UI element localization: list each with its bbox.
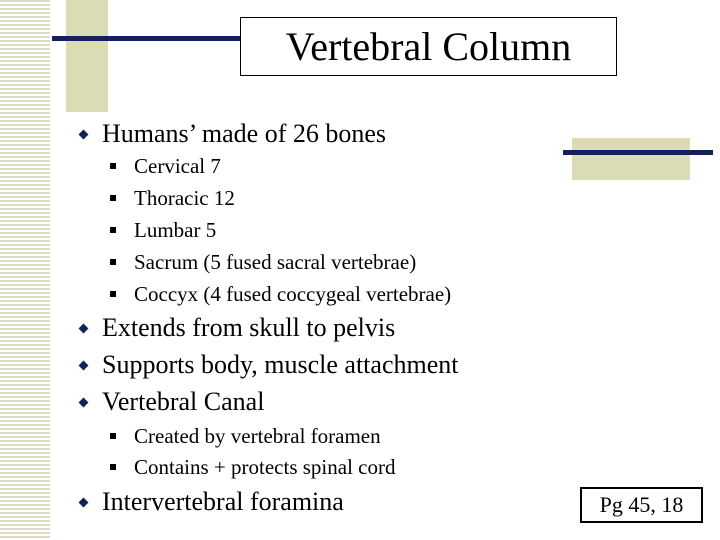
sub-bullet-text: Thoracic 12 — [134, 185, 235, 210]
bullet-item — [80, 117, 386, 151]
diamond-bullet-icon — [79, 360, 89, 370]
sub-bullet-item — [110, 452, 395, 482]
bullet-item — [80, 311, 395, 345]
square-bullet-icon — [110, 259, 116, 265]
decorative-navy-bar-right — [563, 150, 713, 155]
bullet-text: Vertebral Canal — [102, 387, 265, 416]
square-bullet-icon — [110, 195, 116, 201]
diamond-bullet-icon — [79, 497, 89, 507]
page-reference: Pg 45, 18 — [599, 492, 684, 517]
bullet-text: Supports body, muscle attachment — [102, 350, 459, 379]
decorative-tan-block-right — [572, 138, 690, 180]
square-bullet-icon — [110, 464, 116, 470]
bullet-item — [80, 485, 344, 519]
sub-bullet-item — [110, 421, 381, 451]
diamond-bullet-icon — [79, 129, 89, 139]
sub-bullet-item — [110, 247, 416, 277]
square-bullet-icon — [110, 291, 116, 297]
diamond-bullet-icon — [79, 323, 89, 333]
sub-bullet-text: Sacrum (5 fused sacral vertebrae) — [134, 249, 417, 274]
sub-bullet-text: Cervical 7 — [134, 153, 221, 178]
slide-title-box — [240, 17, 617, 76]
bullet-item — [80, 348, 458, 382]
bullet-text: Humans’ made of 26 bones — [102, 119, 387, 148]
sub-bullet-item — [110, 279, 451, 309]
square-bullet-icon — [110, 163, 116, 169]
sub-bullet-item — [110, 183, 235, 213]
sub-bullet-text: Lumbar 5 — [134, 217, 217, 242]
decorative-tan-block-top — [66, 0, 108, 112]
decorative-navy-bar-top — [52, 36, 242, 41]
bullet-text: Extends from skull to pelvis — [102, 313, 396, 342]
slide-title: Vertebral Column — [285, 24, 572, 69]
square-bullet-icon — [110, 433, 116, 439]
sub-bullet-item — [110, 215, 216, 245]
square-bullet-icon — [110, 227, 116, 233]
bullet-item — [80, 385, 264, 419]
page-reference-box — [580, 487, 703, 523]
decorative-stripes — [0, 0, 50, 540]
sub-bullet-text: Coccyx (4 fused coccygeal vertebrae) — [134, 281, 452, 306]
sub-bullet-text: Created by vertebral foramen — [134, 423, 381, 448]
bullet-text: Intervertebral foramina — [102, 487, 344, 516]
sub-bullet-item — [110, 151, 221, 181]
sub-bullet-text: Contains + protects spinal cord — [134, 454, 396, 479]
diamond-bullet-icon — [79, 397, 89, 407]
